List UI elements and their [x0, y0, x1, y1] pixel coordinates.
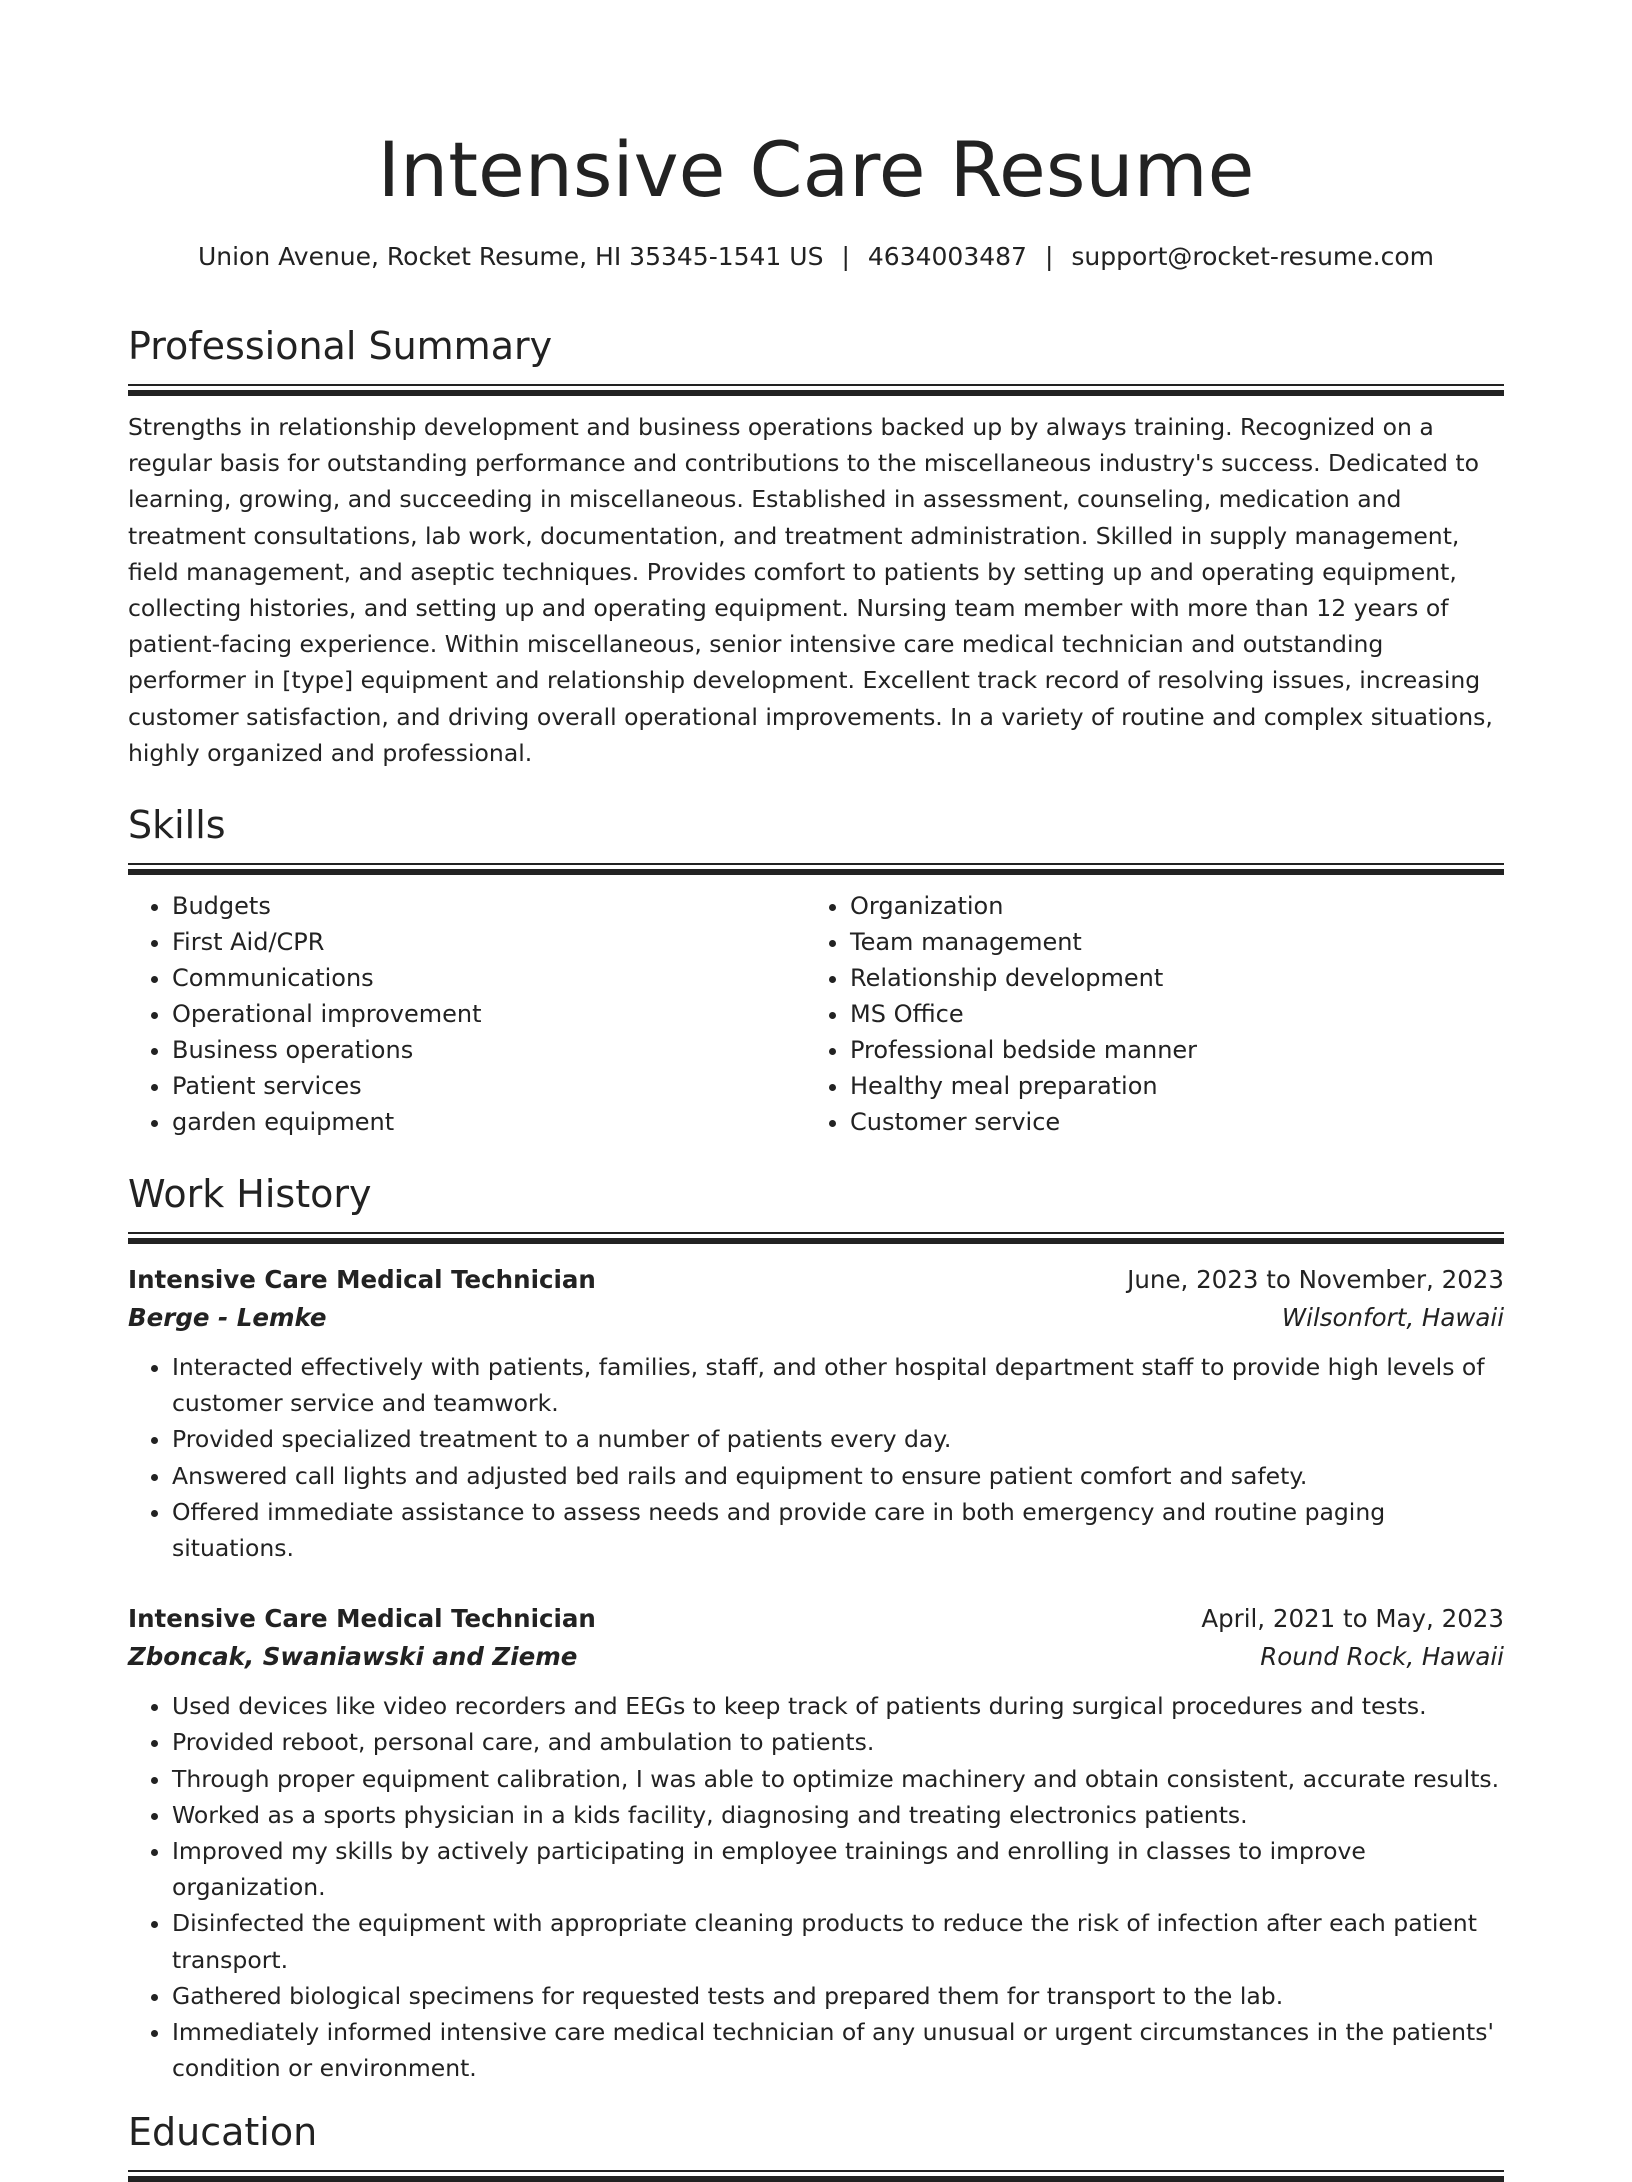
duty-item: • Answered call lights and adjusted bed rails and equipment to ensure patient comfort and safety. [172, 1458, 1504, 1494]
job-entry [128, 1261, 1504, 1566]
resume-title: Intensive Care Resume [377, 125, 1255, 214]
section-divider [128, 384, 1504, 395]
skill-item: • Relationship development [850, 960, 1484, 996]
job-company: Zboncak, Swaniawski and Zieme [128, 1642, 578, 1672]
contact-phone: 4634003487 [867, 242, 1027, 271]
skill-item: • Customer service [850, 1104, 1484, 1140]
contact-line [128, 240, 1504, 274]
duty-item: • Immediately informed intensive care medical technician of any unusual or urgent circumstances in the patients' condition or environment. [172, 2014, 1504, 2086]
duty-item: • Offered immediate assistance to assess needs and provide care in both emergency and routine paging situations. [172, 1494, 1504, 1566]
section-skills [128, 801, 1504, 1140]
skill-item: • Budgets [172, 888, 806, 924]
duty-item: • Used devices like video recorders and EEGs to keep track of patients during surgical procedures and tests. [172, 1688, 1504, 1724]
summary-text: Strengths in relationship development and business operations backed up by always training. Recognized on a regular basis for outstanding performance and contributions to the miscellaneous industry's success. Dedicated to learning, growing, and succeeding in miscellaneous. Established in assessment, counseling, medication and treatment consultations, lab work, documentation, and treatment administration. Skilled in supply management, field management, and aseptic techniques. Provides comfort to patients by setting up and operating equipment, collecting histories, and setting up and operating equipment. Nursing team member with more than 12 years of patient-facing experience. Within miscellaneous, senior intensive care medical technician and outstanding performer in [type] equipment and relationship development. Excellent track record of resolving issues, increasing customer satisfaction, and driving overall operational improvements. In a variety of routine and complex situations, highly organized and professional. [128, 413, 1493, 767]
job-dates: April, 2021 to May, 2023 [1201, 1604, 1504, 1634]
skills-column-left [128, 888, 806, 1140]
job-header-row [128, 1600, 1504, 1638]
skill-item: • Business operations [172, 1032, 806, 1068]
job-company-row [128, 1638, 1504, 1676]
section-professional-summary [128, 322, 1504, 771]
skill-item: • First Aid/CPR [172, 924, 806, 960]
duty-item: • Improved my skills by actively participating in employee trainings and enrolling in classes to improve organization. [172, 1833, 1504, 1905]
section-title: Professional Summary [128, 324, 553, 368]
skill-item: • garden equipment [172, 1104, 806, 1140]
skill-item: • Team management [850, 924, 1484, 960]
contact-address: Union Avenue, Rocket Resume, HI 35345-1541 US [197, 242, 824, 271]
job-company-row [128, 1299, 1504, 1337]
section-education [128, 2108, 1504, 2181]
skill-item: • Patient services [172, 1068, 806, 1104]
duty-item: • Through proper equipment calibration, I was able to optimize machinery and obtain consistent, accurate results. [172, 1761, 1504, 1797]
section-divider [128, 2170, 1504, 2181]
job-entry [128, 1600, 1504, 2086]
job-title: Intensive Care Medical Technician [128, 1604, 596, 1634]
section-title: Skills [128, 803, 226, 848]
skill-item: • Professional bedside manner [850, 1032, 1484, 1068]
job-company: Berge - Lemke [128, 1303, 327, 1333]
duty-item: • Provided reboot, personal care, and ambulation to patients. [172, 1724, 1504, 1760]
skill-item: • MS Office [850, 996, 1484, 1032]
section-title: Education [128, 2110, 318, 2155]
duty-item: • Gathered biological specimens for requested tests and prepared them for transport to the lab. [172, 1978, 1504, 2014]
skills-grid [128, 888, 1504, 1140]
contact-email: support@rocket-resume.com [1071, 242, 1435, 271]
duty-item: • Worked as a sports physician in a kids facility, diagnosing and treating electronics patients. [172, 1797, 1504, 1833]
section-work-history [128, 1170, 1504, 2086]
resume-page [128, 0, 1504, 2181]
job-duties [128, 1688, 1504, 2086]
duty-item: • Disinfected the equipment with appropriate cleaning products to reduce the risk of infection after each patient transport. [172, 1905, 1504, 1977]
contact-separator: | [841, 242, 850, 271]
skill-item: • Communications [172, 960, 806, 996]
skill-item: • Healthy meal preparation [850, 1068, 1484, 1104]
section-divider [128, 863, 1504, 874]
duty-item: • Provided specialized treatment to a number of patients every day. [172, 1421, 1504, 1457]
skill-item: • Operational improvement [172, 996, 806, 1032]
contact-separator: | [1044, 242, 1054, 271]
skills-column-right [806, 888, 1484, 1140]
section-divider [128, 1232, 1504, 1243]
job-title: Intensive Care Medical Technician [128, 1265, 596, 1295]
job-location: Round Rock, Hawaii [1260, 1642, 1504, 1672]
section-title: Work History [128, 1172, 372, 1217]
job-dates: June, 2023 to November, 2023 [1127, 1265, 1504, 1295]
skill-item: • Organization [850, 888, 1484, 924]
job-duties [128, 1349, 1504, 1566]
duty-item: • Interacted effectively with patients, families, staff, and other hospital department staff to provide high levels of customer service and teamwork. [172, 1349, 1504, 1421]
job-location: Wilsonfort, Hawaii [1281, 1303, 1504, 1333]
job-header-row [128, 1261, 1504, 1299]
